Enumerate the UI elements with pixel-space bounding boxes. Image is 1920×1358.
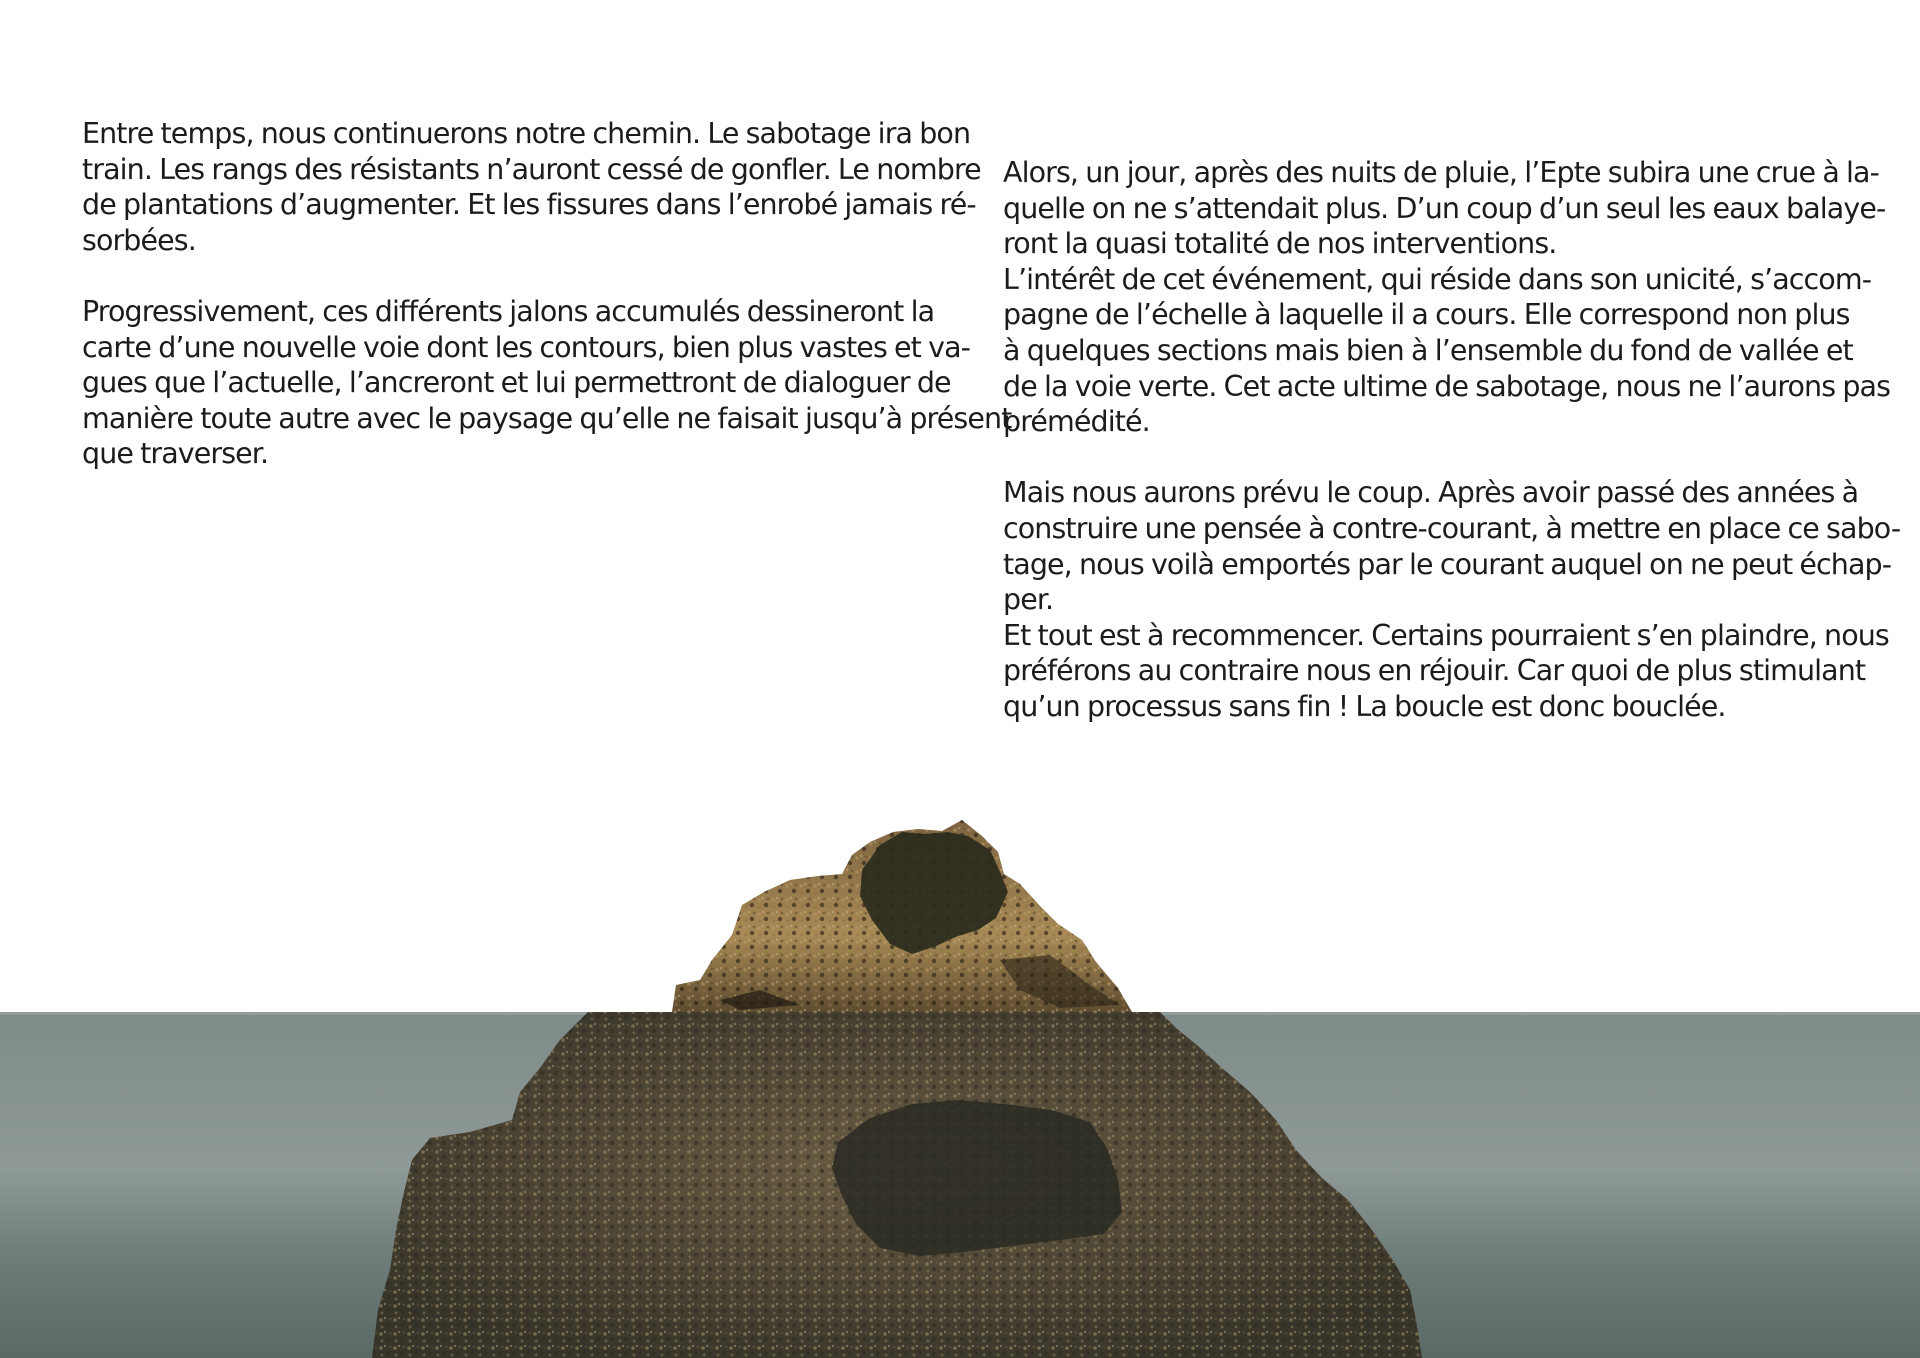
text-line: Mais nous aurons prévu le coup. Après avoir passé des années à [1003,476,1859,510]
text-line: L’intérêt de cet événement, qui réside dans son unicité, s’accom- [1003,262,1872,296]
left-paragraph-1 [82,116,981,258]
right-paragraph-1 [1003,155,1886,262]
text-line: sorbées. [82,223,196,257]
text-line: de plantations d’augmenter. Et les fissures dans l’enrobé jamais ré- [82,188,976,222]
text-line: construire une pensée à contre-courant, à mettre en place ce sabo- [1003,511,1901,545]
text-line: que traverser. [82,437,269,471]
text-line: tage, nous voilà emportés par le courant auquel on ne peut échap- [1003,547,1892,581]
right-paragraph-2 [1003,262,1891,440]
text-line: prémédité. [1003,405,1150,439]
text-line: Progressivement, ces différents jalons accumulés dessineront la [82,294,935,328]
text-line: Et tout est à recommencer. Certains pourraient s’en plaindre, nous [1003,618,1889,652]
left-text-column [82,116,1012,472]
text-line: préférons au contraire nous en réjouir. Car quoi de plus stimulant [1003,654,1866,688]
text-line: gues que l’actuelle, l’ancreront et lui permettront de dialoguer de [82,366,951,400]
text-line: Alors, un jour, après des nuits de pluie, l’Epte subira une crue à la- [1003,156,1880,189]
right-paragraph-4 [1003,618,1889,725]
text-line: quelle on ne s’attendait plus. D’un coup d’un seul les eaux balaye- [1003,191,1886,225]
text-line: carte d’une nouvelle voie dont les contours, bien plus vastes et va- [82,330,971,364]
text-line: ront la quasi totalité de nos interventions. [1003,227,1557,261]
text-line: per. [1003,583,1054,617]
text-line: pagne de l’échelle à laquelle il a cours. Elle correspond non plus [1003,298,1850,332]
text-line: train. Les rangs des résistants n’auront cessé de gonfler. Le nombre [82,152,981,186]
right-paragraph-3 [1003,475,1901,617]
text-line: de la voie verte. Cet acte ultime de sabotage, nous ne l’aurons pas [1003,369,1891,403]
left-paragraph-2 [82,294,1012,472]
right-text-column [1003,155,1901,725]
text-line: manière toute autre avec le paysage qu’elle ne faisait jusqu’à présent [82,401,1012,435]
text-line: qu’un processus sans fin ! La boucle est donc bouclée. [1003,689,1726,723]
text-line: Entre temps, nous continuerons notre chemin. Le sabotage ira bon [82,117,971,150]
text-line: à quelques sections mais bien à l’ensemble du fond de vallée et [1003,333,1853,367]
